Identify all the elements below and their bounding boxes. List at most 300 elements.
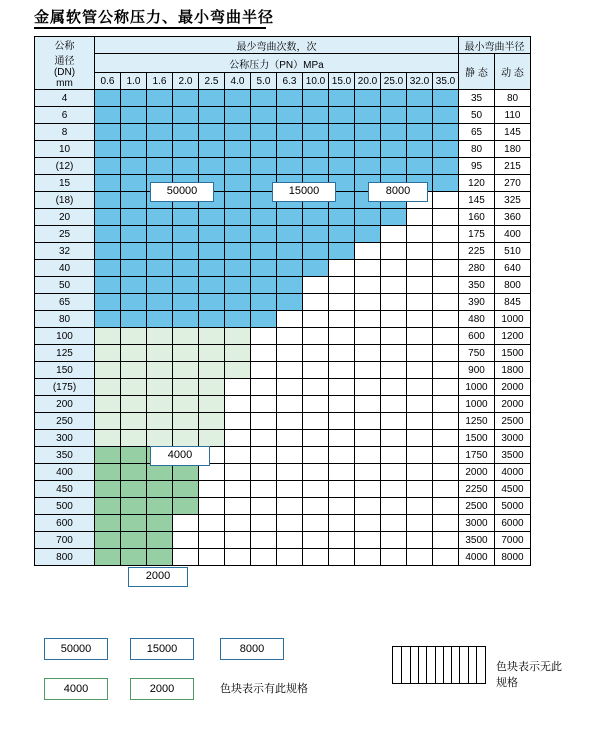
cell-r18-c5 (225, 396, 251, 413)
cell-r23-c0 (95, 481, 121, 498)
cell-r22-c0 (95, 464, 121, 481)
cell-r25-c12 (407, 515, 433, 532)
cell-r18-c6 (251, 396, 277, 413)
cell-r7-c3 (173, 209, 199, 226)
cell-r10-c12 (407, 260, 433, 277)
cell-r16-c8 (303, 362, 329, 379)
cell-r2-c5 (225, 124, 251, 141)
cell-r18-c7 (277, 396, 303, 413)
cell-r14-c7 (277, 328, 303, 345)
cell-r2-c1 (121, 124, 147, 141)
row-dynamic-radius: 180 (495, 141, 531, 158)
cell-r0-c0 (95, 90, 121, 107)
table-row (35, 260, 531, 277)
cell-r23-c6 (251, 481, 277, 498)
row-static-radius: 80 (459, 141, 495, 158)
cell-r2-c11 (381, 124, 407, 141)
cell-r14-c12 (407, 328, 433, 345)
cell-r20-c9 (329, 430, 355, 447)
row-dynamic-radius: 8000 (495, 549, 531, 566)
row-dynamic-radius: 2000 (495, 396, 531, 413)
cell-r3-c1 (121, 141, 147, 158)
header-dn (35, 37, 95, 90)
cell-r3-c5 (225, 141, 251, 158)
cell-r18-c4 (199, 396, 225, 413)
row-dynamic-radius: 1200 (495, 328, 531, 345)
cell-r17-c9 (329, 379, 355, 396)
cell-r11-c5 (225, 277, 251, 294)
cell-r4-c7 (277, 158, 303, 175)
header-pressure-col-8: 10.0 (303, 73, 329, 90)
cell-r27-c10 (355, 549, 381, 566)
header-pressure-col-11: 25.0 (381, 73, 407, 90)
cell-r9-c9 (329, 243, 355, 260)
table-row (35, 277, 531, 294)
table-row (35, 124, 531, 141)
cell-r9-c11 (381, 243, 407, 260)
table-row (35, 464, 531, 481)
cell-r17-c2 (147, 379, 173, 396)
cell-r9-c1 (121, 243, 147, 260)
cell-r9-c8 (303, 243, 329, 260)
table-row (35, 311, 531, 328)
specification-table (34, 36, 531, 566)
cell-r17-c8 (303, 379, 329, 396)
cell-r12-c0 (95, 294, 121, 311)
cell-r24-c11 (381, 498, 407, 515)
cell-r20-c2 (147, 430, 173, 447)
cell-r13-c11 (381, 311, 407, 328)
cell-r12-c10 (355, 294, 381, 311)
table-row (35, 362, 531, 379)
cell-r26-c13 (433, 532, 459, 549)
cell-r5-c13 (433, 175, 459, 192)
cell-r0-c8 (303, 90, 329, 107)
cell-r25-c8 (303, 515, 329, 532)
cell-r0-c6 (251, 90, 277, 107)
cell-r11-c4 (199, 277, 225, 294)
cell-r25-c10 (355, 515, 381, 532)
cell-r14-c0 (95, 328, 121, 345)
cell-r23-c1 (121, 481, 147, 498)
cell-r4-c8 (303, 158, 329, 175)
cell-r15-c10 (355, 345, 381, 362)
cell-r17-c7 (277, 379, 303, 396)
cell-r26-c9 (329, 532, 355, 549)
cell-r13-c0 (95, 311, 121, 328)
cell-r17-c5 (225, 379, 251, 396)
row-static-radius: 1750 (459, 447, 495, 464)
cell-r8-c10 (355, 226, 381, 243)
cell-r13-c3 (173, 311, 199, 328)
row-static-radius: 50 (459, 107, 495, 124)
row-dn: 300 (35, 430, 95, 447)
table-body (35, 90, 531, 566)
cell-r26-c1 (121, 532, 147, 549)
cell-r2-c10 (355, 124, 381, 141)
cell-r7-c8 (303, 209, 329, 226)
cell-r17-c11 (381, 379, 407, 396)
cell-r10-c5 (225, 260, 251, 277)
cell-r4-c13 (433, 158, 459, 175)
header-static: 静 态 (459, 54, 495, 90)
cell-r10-c10 (355, 260, 381, 277)
overlay-label-15000: 15000 (272, 182, 336, 202)
header-row-2 (35, 54, 531, 73)
cell-r18-c2 (147, 396, 173, 413)
cell-r20-c7 (277, 430, 303, 447)
cell-r8-c2 (147, 226, 173, 243)
cell-r11-c10 (355, 277, 381, 294)
row-dynamic-radius: 270 (495, 175, 531, 192)
cell-r2-c9 (329, 124, 355, 141)
legend (34, 636, 566, 716)
cell-r24-c13 (433, 498, 459, 515)
cell-r25-c11 (381, 515, 407, 532)
cell-r10-c13 (433, 260, 459, 277)
cell-r14-c2 (147, 328, 173, 345)
header-pressure-col-7: 6.3 (277, 73, 303, 90)
row-dynamic-radius: 2500 (495, 413, 531, 430)
cell-r3-c9 (329, 141, 355, 158)
cell-r23-c9 (329, 481, 355, 498)
table-row (35, 379, 531, 396)
cell-r21-c9 (329, 447, 355, 464)
legend-item-50000: 50000 (44, 638, 108, 660)
cell-r24-c12 (407, 498, 433, 515)
cell-r27-c1 (121, 549, 147, 566)
row-static-radius: 3500 (459, 532, 495, 549)
overlay-label-50000: 50000 (150, 182, 214, 202)
cell-r2-c8 (303, 124, 329, 141)
cell-r13-c12 (407, 311, 433, 328)
cell-r10-c9 (329, 260, 355, 277)
cell-r0-c9 (329, 90, 355, 107)
row-dynamic-radius: 80 (495, 90, 531, 107)
row-dn: 8 (35, 124, 95, 141)
row-static-radius: 600 (459, 328, 495, 345)
cell-r19-c0 (95, 413, 121, 430)
cell-r18-c13 (433, 396, 459, 413)
cell-r25-c9 (329, 515, 355, 532)
cell-r26-c4 (199, 532, 225, 549)
cell-r24-c10 (355, 498, 381, 515)
table-row (35, 430, 531, 447)
header-pressure-col-4: 2.5 (199, 73, 225, 90)
cell-r17-c4 (199, 379, 225, 396)
cell-r25-c4 (199, 515, 225, 532)
row-dynamic-radius: 510 (495, 243, 531, 260)
cell-r27-c11 (381, 549, 407, 566)
row-dynamic-radius: 400 (495, 226, 531, 243)
header-min-radius: 最小弯曲半径 (459, 37, 531, 54)
header-bend-count: 最少弯曲次数，次 (95, 37, 459, 54)
cell-r7-c6 (251, 209, 277, 226)
cell-r27-c4 (199, 549, 225, 566)
cell-r9-c7 (277, 243, 303, 260)
cell-r18-c3 (173, 396, 199, 413)
cell-r20-c13 (433, 430, 459, 447)
cell-r3-c6 (251, 141, 277, 158)
cell-r14-c9 (329, 328, 355, 345)
cell-r24-c9 (329, 498, 355, 515)
table-row (35, 413, 531, 430)
cell-r12-c4 (199, 294, 225, 311)
cell-r23-c7 (277, 481, 303, 498)
cell-r10-c0 (95, 260, 121, 277)
cell-r26-c12 (407, 532, 433, 549)
cell-r19-c3 (173, 413, 199, 430)
cell-r20-c0 (95, 430, 121, 447)
cell-r27-c2 (147, 549, 173, 566)
cell-r27-c5 (225, 549, 251, 566)
cell-r7-c11 (381, 209, 407, 226)
row-dn: 40 (35, 260, 95, 277)
cell-r4-c0 (95, 158, 121, 175)
cell-r22-c8 (303, 464, 329, 481)
table-row (35, 226, 531, 243)
row-dn: 32 (35, 243, 95, 260)
cell-r11-c7 (277, 277, 303, 294)
cell-r11-c0 (95, 277, 121, 294)
cell-r16-c10 (355, 362, 381, 379)
cell-r14-c5 (225, 328, 251, 345)
header-dynamic: 动 态 (495, 54, 531, 90)
cell-r14-c10 (355, 328, 381, 345)
cell-r23-c13 (433, 481, 459, 498)
cell-r3-c0 (95, 141, 121, 158)
row-dn: 25 (35, 226, 95, 243)
row-dynamic-radius: 1000 (495, 311, 531, 328)
cell-r20-c4 (199, 430, 225, 447)
cell-r20-c5 (225, 430, 251, 447)
cell-r22-c1 (121, 464, 147, 481)
row-static-radius: 900 (459, 362, 495, 379)
cell-r13-c9 (329, 311, 355, 328)
cell-r26-c10 (355, 532, 381, 549)
cell-r4-c5 (225, 158, 251, 175)
cell-r17-c1 (121, 379, 147, 396)
cell-r15-c2 (147, 345, 173, 362)
header-row-1 (35, 37, 531, 54)
cell-r1-c3 (173, 107, 199, 124)
row-dn: 400 (35, 464, 95, 481)
cell-r14-c6 (251, 328, 277, 345)
cell-r24-c3 (173, 498, 199, 515)
cell-r24-c4 (199, 498, 225, 515)
cell-r10-c4 (199, 260, 225, 277)
header-dn-line-4: mm (56, 78, 73, 89)
cell-r4-c11 (381, 158, 407, 175)
cell-r13-c5 (225, 311, 251, 328)
cell-r16-c5 (225, 362, 251, 379)
cell-r2-c4 (199, 124, 225, 141)
cell-r4-c3 (173, 158, 199, 175)
cell-r1-c9 (329, 107, 355, 124)
cell-r7-c1 (121, 209, 147, 226)
cell-r8-c5 (225, 226, 251, 243)
cell-r24-c7 (277, 498, 303, 515)
cell-r12-c5 (225, 294, 251, 311)
row-dn: 4 (35, 90, 95, 107)
cell-r4-c6 (251, 158, 277, 175)
row-static-radius: 1250 (459, 413, 495, 430)
row-dynamic-radius: 360 (495, 209, 531, 226)
cell-r3-c10 (355, 141, 381, 158)
cell-r25-c2 (147, 515, 173, 532)
table-row (35, 515, 531, 532)
cell-r27-c12 (407, 549, 433, 566)
cell-r0-c1 (121, 90, 147, 107)
cell-r4-c2 (147, 158, 173, 175)
row-static-radius: 1500 (459, 430, 495, 447)
cell-r7-c5 (225, 209, 251, 226)
cell-r22-c10 (355, 464, 381, 481)
cell-r11-c9 (329, 277, 355, 294)
cell-r15-c1 (121, 345, 147, 362)
cell-r27-c7 (277, 549, 303, 566)
cell-r16-c1 (121, 362, 147, 379)
cell-r14-c13 (433, 328, 459, 345)
cell-r19-c1 (121, 413, 147, 430)
table-row (35, 498, 531, 515)
row-static-radius: 1000 (459, 379, 495, 396)
cell-r12-c12 (407, 294, 433, 311)
cell-r7-c7 (277, 209, 303, 226)
cell-r17-c3 (173, 379, 199, 396)
cell-r4-c12 (407, 158, 433, 175)
row-static-radius: 2250 (459, 481, 495, 498)
row-dynamic-radius: 3500 (495, 447, 531, 464)
cell-r3-c8 (303, 141, 329, 158)
cell-r22-c13 (433, 464, 459, 481)
row-dn: 20 (35, 209, 95, 226)
cell-r15-c12 (407, 345, 433, 362)
cell-r19-c7 (277, 413, 303, 430)
row-dn: (12) (35, 158, 95, 175)
row-static-radius: 225 (459, 243, 495, 260)
cell-r8-c4 (199, 226, 225, 243)
row-dn: 10 (35, 141, 95, 158)
legend-item-2000: 2000 (130, 678, 194, 700)
row-dn: 65 (35, 294, 95, 311)
cell-r8-c9 (329, 226, 355, 243)
table-row (35, 549, 531, 566)
cell-r18-c1 (121, 396, 147, 413)
cell-r24-c2 (147, 498, 173, 515)
row-dn: 100 (35, 328, 95, 345)
row-dn: 500 (35, 498, 95, 515)
cell-r1-c13 (433, 107, 459, 124)
cell-r4-c1 (121, 158, 147, 175)
cell-r7-c12 (407, 209, 433, 226)
cell-r2-c13 (433, 124, 459, 141)
table-row (35, 209, 531, 226)
cell-r15-c0 (95, 345, 121, 362)
cell-r9-c6 (251, 243, 277, 260)
header-pressure-col-1: 1.0 (121, 73, 147, 90)
cell-r24-c0 (95, 498, 121, 515)
cell-r2-c3 (173, 124, 199, 141)
cell-r0-c12 (407, 90, 433, 107)
cell-r15-c3 (173, 345, 199, 362)
cell-r19-c12 (407, 413, 433, 430)
cell-r19-c8 (303, 413, 329, 430)
cell-r21-c12 (407, 447, 433, 464)
legend-note-hatch: 色块表示无此规格 (496, 661, 562, 689)
cell-r11-c3 (173, 277, 199, 294)
cell-r10-c11 (381, 260, 407, 277)
cell-r14-c4 (199, 328, 225, 345)
cell-r3-c7 (277, 141, 303, 158)
cell-r15-c6 (251, 345, 277, 362)
cell-r23-c3 (173, 481, 199, 498)
cell-r16-c11 (381, 362, 407, 379)
table-row (35, 158, 531, 175)
cell-r13-c6 (251, 311, 277, 328)
row-static-radius: 390 (459, 294, 495, 311)
cell-r25-c6 (251, 515, 277, 532)
cell-r15-c13 (433, 345, 459, 362)
cell-r25-c5 (225, 515, 251, 532)
cell-r1-c0 (95, 107, 121, 124)
cell-r7-c10 (355, 209, 381, 226)
cell-r20-c11 (381, 430, 407, 447)
cell-r26-c6 (251, 532, 277, 549)
cell-r16-c13 (433, 362, 459, 379)
cell-r1-c1 (121, 107, 147, 124)
cell-r20-c12 (407, 430, 433, 447)
cell-r5-c1 (121, 175, 147, 192)
cell-r2-c0 (95, 124, 121, 141)
row-dn: 125 (35, 345, 95, 362)
cell-r1-c5 (225, 107, 251, 124)
table-row (35, 532, 531, 549)
cell-r13-c2 (147, 311, 173, 328)
row-dynamic-radius: 4000 (495, 464, 531, 481)
cell-r2-c7 (277, 124, 303, 141)
cell-r7-c0 (95, 209, 121, 226)
cell-r9-c0 (95, 243, 121, 260)
cell-r25-c0 (95, 515, 121, 532)
cell-r1-c8 (303, 107, 329, 124)
cell-r5-c5 (225, 175, 251, 192)
cell-r21-c11 (381, 447, 407, 464)
cell-r19-c6 (251, 413, 277, 430)
cell-r0-c11 (381, 90, 407, 107)
cell-r1-c11 (381, 107, 407, 124)
cell-r7-c13 (433, 209, 459, 226)
cell-r21-c0 (95, 447, 121, 464)
cell-r0-c4 (199, 90, 225, 107)
cell-r0-c2 (147, 90, 173, 107)
cell-r27-c3 (173, 549, 199, 566)
cell-r14-c11 (381, 328, 407, 345)
cell-r12-c11 (381, 294, 407, 311)
header-pressure-col-2: 1.6 (147, 73, 173, 90)
cell-r0-c7 (277, 90, 303, 107)
cell-r0-c3 (173, 90, 199, 107)
cell-r10-c3 (173, 260, 199, 277)
cell-r25-c1 (121, 515, 147, 532)
cell-r18-c9 (329, 396, 355, 413)
cell-r16-c9 (329, 362, 355, 379)
cell-r19-c11 (381, 413, 407, 430)
table-row (35, 243, 531, 260)
cell-r23-c11 (381, 481, 407, 498)
cell-r10-c2 (147, 260, 173, 277)
cell-r19-c13 (433, 413, 459, 430)
